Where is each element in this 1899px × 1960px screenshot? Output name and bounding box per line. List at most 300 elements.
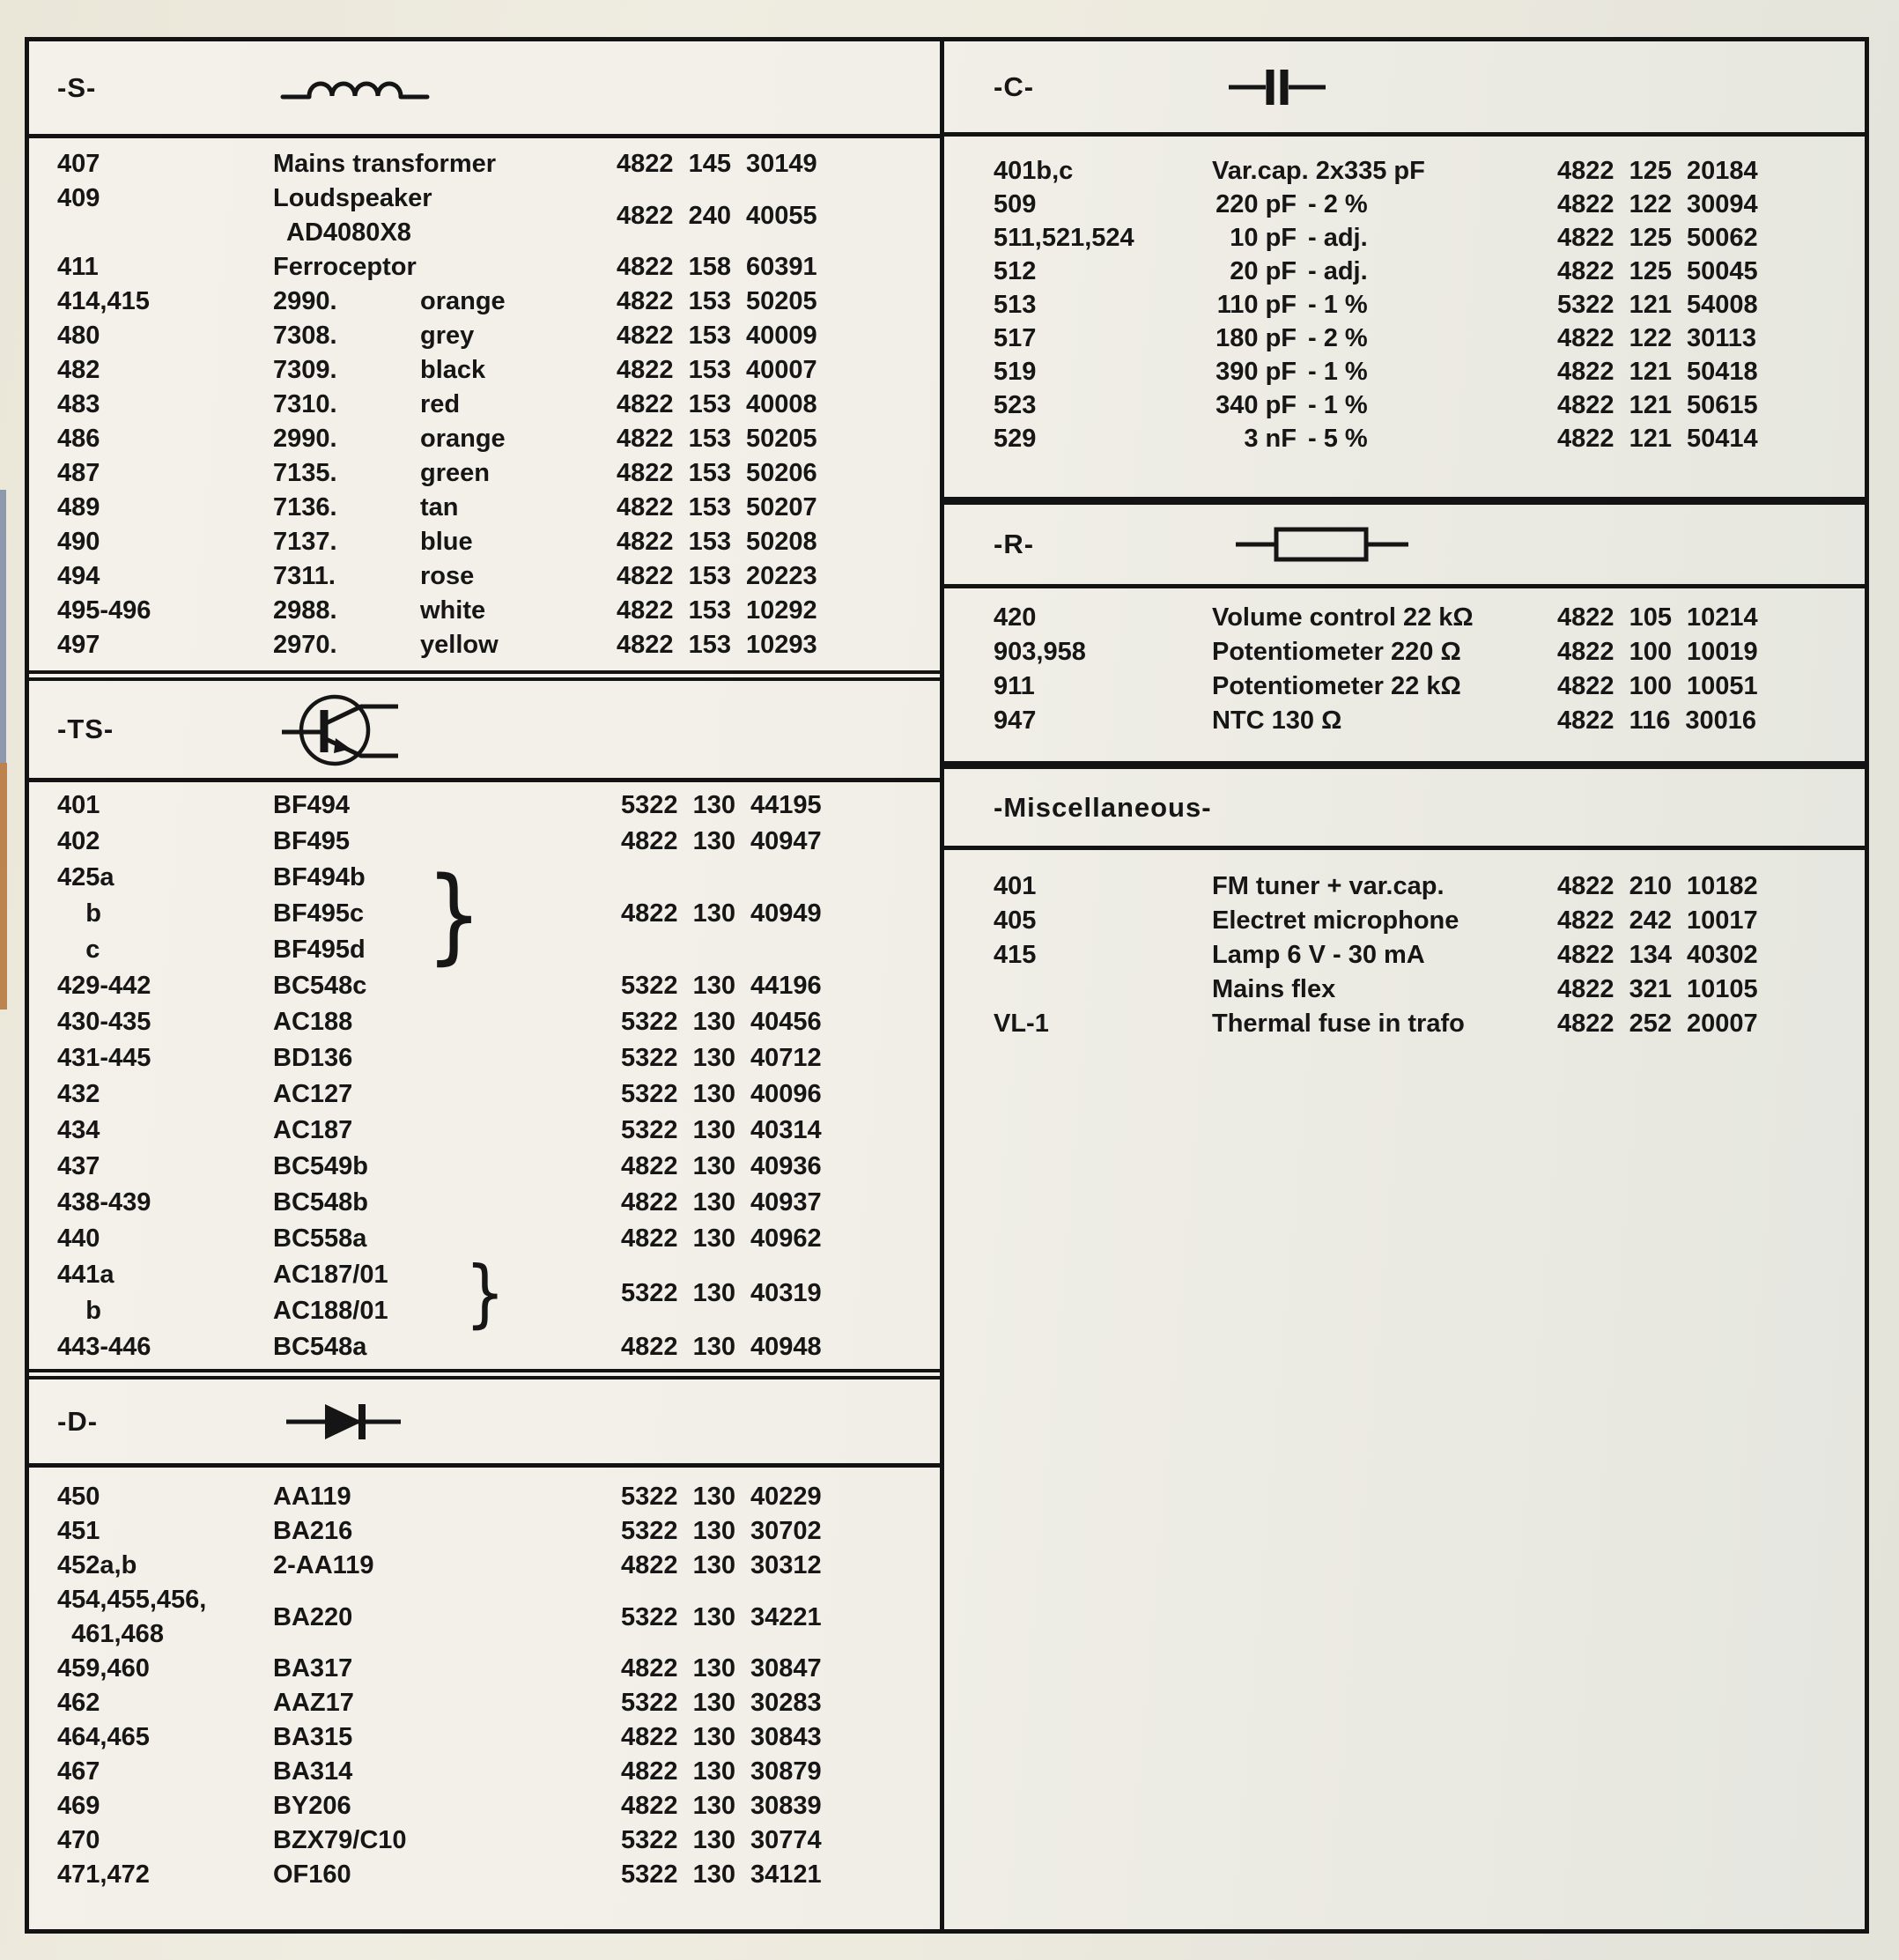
part-description [273, 1185, 621, 1221]
table-row [994, 422, 1865, 455]
cell-line: 4822 130 40947 [621, 827, 822, 855]
table-row [994, 669, 1865, 704]
tolerance: - 1 % [1308, 291, 1368, 319]
part-description [273, 422, 420, 456]
part-number [57, 1149, 273, 1185]
cell-line: 434 [57, 1116, 100, 1144]
part-description [273, 1755, 621, 1789]
service-code [1557, 422, 1865, 455]
service-code [621, 1004, 940, 1040]
cell-line: 512 [994, 257, 1037, 285]
cell-line: 903,958 [994, 638, 1086, 666]
cell-line: 7135. [273, 459, 337, 487]
part-description [273, 1113, 621, 1149]
part-number [994, 355, 1212, 388]
color-name [420, 285, 617, 319]
cell-line: NTC 130 Ω [1212, 706, 1342, 735]
service-code [617, 319, 940, 353]
part-description [273, 491, 420, 525]
cell-line: Loudspeaker [273, 184, 432, 212]
part-number [994, 635, 1212, 669]
cell-line: 486 [57, 425, 100, 453]
cell-line: 415 [994, 941, 1037, 969]
service-code [617, 147, 940, 181]
cell-line: 497 [57, 631, 100, 659]
cell-line: 4822 105 10214 [1557, 603, 1758, 632]
part-description [273, 1823, 621, 1858]
part-description [1212, 154, 1557, 188]
part-description [1212, 322, 1557, 355]
cell-line: 402 [57, 827, 100, 855]
table-row [994, 188, 1865, 221]
part-number [57, 1040, 273, 1076]
cell-line: BA216 [273, 1517, 353, 1545]
cell-line: 4822 153 10293 [617, 631, 817, 659]
color-name [420, 559, 617, 594]
service-code [621, 1823, 940, 1858]
part-number [994, 973, 1212, 1007]
part-description [273, 525, 420, 559]
part-description [273, 853, 621, 975]
table-row [57, 1789, 940, 1823]
cell-line: 443-446 [57, 1333, 151, 1361]
table-row [57, 1755, 940, 1789]
part-description [273, 1720, 621, 1755]
service-code [617, 388, 940, 422]
part-number [57, 422, 273, 456]
service-code [617, 422, 940, 456]
part-description [273, 285, 420, 319]
parts-table [25, 37, 1869, 1934]
cell-line: AC127 [273, 1080, 353, 1108]
part-number [57, 1549, 273, 1583]
color-name [420, 388, 617, 422]
service-code [617, 628, 940, 662]
cell-line: 4822 242 10017 [1557, 906, 1758, 935]
part-description [1212, 869, 1557, 904]
cell-line: 407 [57, 150, 100, 178]
section-miscellaneous-label: -Miscellaneous- [994, 791, 1212, 823]
part-description [273, 1789, 621, 1823]
table-row [57, 628, 940, 662]
cell-line: 4822 153 40009 [617, 322, 817, 350]
tolerance: - 2 % [1308, 324, 1368, 352]
part-number [994, 422, 1212, 455]
table-row [57, 1004, 940, 1040]
cell-line: AC187 [273, 1116, 353, 1144]
table-row [994, 938, 1865, 973]
cell-line: 4822 121 50414 [1557, 425, 1758, 453]
cell-line: BA315 [273, 1723, 353, 1751]
cell-line: AC187/01 [273, 1261, 388, 1289]
table-row [57, 1720, 940, 1755]
part-description [1212, 221, 1557, 255]
service-code [621, 1480, 940, 1514]
table-row [57, 319, 940, 353]
cell-line: 495-496 [57, 596, 151, 625]
service-code [1557, 904, 1865, 938]
cell-line: 429-442 [57, 972, 151, 1000]
cell-line: Mains flex [1212, 975, 1336, 1003]
table-row [57, 1652, 940, 1686]
service-code [621, 1549, 940, 1583]
service-code [621, 1686, 940, 1720]
section-transistors-label: -TS- [57, 714, 115, 744]
cell-line: BF495 [273, 827, 351, 855]
cell-line: BY206 [273, 1792, 351, 1820]
cell-line: 4822 134 40302 [1557, 941, 1758, 969]
cell-line: BF495d [273, 936, 366, 964]
service-code [617, 456, 940, 491]
part-number [57, 353, 273, 388]
cell-line: 409 [57, 184, 100, 212]
part-number [57, 824, 273, 860]
cell-line: 2990. [273, 425, 337, 453]
cell-line: 489 [57, 493, 100, 521]
table-row [57, 1113, 940, 1149]
section-resistors-rows [944, 588, 1865, 761]
part-number [57, 1113, 273, 1149]
cell-line: 4822 321 10105 [1557, 975, 1758, 1003]
table-row [57, 353, 940, 388]
group-brace: } [465, 1250, 506, 1336]
table-row [57, 853, 940, 975]
part-number [57, 1823, 273, 1858]
cell-line: 4822 122 30094 [1557, 190, 1758, 218]
cell-line: 5322 130 40712 [621, 1044, 822, 1072]
cell-line: AC188 [273, 1008, 353, 1036]
service-code [621, 1149, 940, 1185]
cell-line: 431-445 [57, 1044, 151, 1072]
part-description [1212, 938, 1557, 973]
cell-line: 482 [57, 356, 100, 384]
cell-line: 4822 130 40936 [621, 1152, 822, 1180]
group-brace: } [425, 853, 483, 975]
value: 180 pF [1216, 324, 1297, 352]
color-name [420, 628, 617, 662]
cell-line: Lamp 6 V - 30 mA [1212, 941, 1425, 969]
part-description [273, 968, 621, 1004]
cell-line: b [57, 1297, 101, 1325]
service-code [1557, 288, 1865, 322]
part-description [1212, 1007, 1557, 1041]
part-number [57, 1720, 273, 1755]
service-code [621, 1113, 940, 1149]
service-code [621, 1720, 940, 1755]
cell-line: 462 [57, 1689, 100, 1717]
service-code [621, 1755, 940, 1789]
part-number [57, 1480, 273, 1514]
transistor-symbol-icon [280, 689, 401, 770]
inductor-symbol-icon [279, 70, 431, 107]
color-name [420, 525, 617, 559]
cell-line: 414,415 [57, 287, 150, 315]
service-code [1557, 973, 1865, 1007]
part-description [273, 559, 420, 594]
table-row [57, 824, 940, 860]
cell-line: 4822 153 50207 [617, 493, 817, 521]
table-row [57, 181, 940, 250]
service-code [621, 1789, 940, 1823]
cell-line: AC188/01 [273, 1297, 388, 1325]
cell-line: 454,455,456, [57, 1586, 207, 1614]
cell-line: 440 [57, 1224, 100, 1253]
cell-line: 494 [57, 562, 100, 590]
table-row [994, 288, 1865, 322]
table-row [57, 1514, 940, 1549]
cell-line: 4822 153 40007 [617, 356, 817, 384]
cell-line: 5322 130 34221 [621, 1602, 822, 1631]
cell-line: 4822 121 50615 [1557, 391, 1758, 419]
cell-line: BC548a [273, 1333, 367, 1361]
cell-line: 529 [994, 425, 1037, 453]
part-number [57, 491, 273, 525]
service-code [617, 559, 940, 594]
part-description [1212, 669, 1557, 704]
cell-line: BA220 [273, 1602, 353, 1631]
service-code [621, 1858, 940, 1892]
cell-line: 401b,c [994, 157, 1074, 185]
cell-line: 4822 153 50208 [617, 528, 817, 556]
part-number [994, 1007, 1212, 1041]
part-description [1212, 635, 1557, 669]
section-miscellaneous-rows [944, 850, 1865, 1929]
value: 10 pF [1230, 224, 1297, 252]
cell-line: BZX79/C10 [273, 1826, 407, 1854]
table-row [57, 285, 940, 319]
tolerance: - adj. [1308, 257, 1368, 285]
table-row [57, 1250, 940, 1336]
part-number [994, 601, 1212, 635]
value: 20 pF [1230, 257, 1297, 285]
cell-line: 7309. [273, 356, 337, 384]
value: 390 pF [1216, 358, 1297, 386]
cell-line: 5322 130 40229 [621, 1483, 822, 1511]
cell-line: Electret microphone [1212, 906, 1459, 935]
section-transistors-rows [29, 782, 940, 1369]
section-capacitors-header [944, 41, 1865, 137]
part-number [994, 669, 1212, 704]
part-description [273, 456, 420, 491]
part-description [1212, 288, 1557, 322]
table-row [994, 601, 1865, 635]
part-description [273, 181, 617, 250]
cell-line: 470 [57, 1826, 100, 1854]
left-column [29, 41, 944, 1929]
part-number [994, 322, 1212, 355]
cell-line: Var.cap. 2x335 pF [1212, 157, 1425, 185]
cell-line: 425a [57, 863, 115, 891]
cell-line: BF494b [273, 863, 366, 891]
table-row [57, 1149, 940, 1185]
part-number [57, 1755, 273, 1789]
cell-line: 511,521,524 [994, 224, 1134, 252]
part-description [273, 1149, 621, 1185]
service-code [1557, 355, 1865, 388]
cell-line: 7137. [273, 528, 337, 556]
part-number [57, 1858, 273, 1892]
part-description [273, 1221, 621, 1257]
service-code [621, 1652, 940, 1686]
table-row [57, 968, 940, 1004]
part-description [1212, 188, 1557, 221]
cell-line: 4822 100 10019 [1557, 638, 1758, 666]
part-number [994, 221, 1212, 255]
part-number [57, 1686, 273, 1720]
part-number [994, 188, 1212, 221]
cell-line: 7310. [273, 390, 337, 418]
part-number [57, 525, 273, 559]
section-transistors [29, 681, 940, 1379]
section-capacitors [944, 41, 1865, 505]
cell-line: 471,472 [57, 1860, 150, 1889]
section-miscellaneous [944, 769, 1865, 1929]
table-row [57, 147, 940, 181]
cell-line: OF160 [273, 1860, 351, 1889]
cell-line: 5322 130 44195 [621, 791, 822, 819]
cell-line: 4822 252 20007 [1557, 1010, 1758, 1038]
part-number [57, 1221, 273, 1257]
section-capacitors-label: -C- [994, 70, 1035, 102]
cell-line: 5322 130 30702 [621, 1517, 822, 1545]
cell-line: 452a,b [57, 1551, 137, 1579]
cell-line: 4822 130 40962 [621, 1224, 822, 1253]
part-description [273, 147, 497, 181]
service-code [621, 860, 940, 968]
value: 110 pF [1216, 291, 1297, 319]
cell-line: BF495c [273, 899, 365, 928]
section-coils-rows [29, 138, 940, 670]
cell-line: 401 [994, 872, 1037, 900]
service-code [621, 968, 940, 1004]
part-number [994, 255, 1212, 288]
cell-line: 438-439 [57, 1188, 151, 1217]
cell-line: 5322 121 54008 [1557, 291, 1758, 319]
part-number [57, 788, 273, 824]
service-code [617, 285, 940, 319]
cell-line: 4822 125 50062 [1557, 224, 1758, 252]
cell-line: 5322 130 44196 [621, 972, 822, 1000]
cell-line: 947 [994, 706, 1037, 735]
section-resistors-label: -R- [994, 529, 1035, 559]
cell-line: 5322 130 40319 [621, 1278, 822, 1307]
cell-line: 487 [57, 459, 100, 487]
table-row [57, 1858, 940, 1892]
cell-line: 451 [57, 1517, 100, 1545]
right-column [944, 41, 1865, 1929]
cell-line: 7136. [273, 493, 337, 521]
cell-line: BD136 [273, 1044, 353, 1072]
cell-line: tan [420, 493, 459, 521]
service-code [1557, 601, 1865, 635]
cell-line: FM tuner + var.cap. [1212, 872, 1445, 900]
cell-line: 5322 130 34121 [621, 1860, 822, 1889]
part-number [57, 1004, 273, 1040]
part-description [1212, 355, 1557, 388]
section-coils-label: -S- [57, 71, 97, 103]
table-row [57, 1823, 940, 1858]
section-capacitors-rows [944, 137, 1865, 497]
table-row [57, 594, 940, 628]
cell-line: 405 [994, 906, 1037, 935]
tolerance: - 1 % [1308, 391, 1368, 419]
part-number [57, 968, 273, 1004]
part-number [994, 869, 1212, 904]
section-diodes [29, 1379, 940, 1929]
part-number [994, 704, 1212, 738]
cell-line: 459,460 [57, 1654, 150, 1683]
part-number [57, 319, 273, 353]
cell-line: BC549b [273, 1152, 368, 1180]
part-description [273, 1652, 621, 1686]
part-number [57, 594, 273, 628]
cell-line: BC548b [273, 1188, 368, 1217]
part-description [273, 1480, 621, 1514]
cell-line: Thermal fuse in trafo [1212, 1010, 1465, 1038]
part-description [273, 353, 420, 388]
cell-line: 5322 130 30283 [621, 1689, 822, 1717]
service-code [1557, 388, 1865, 422]
cell-line: 4822 153 10292 [617, 596, 817, 625]
part-number [57, 628, 273, 662]
cell-line: BA314 [273, 1757, 353, 1786]
cell-line: 4822 130 30843 [621, 1723, 822, 1751]
service-code [617, 250, 940, 285]
table-row [57, 1686, 940, 1720]
part-number [57, 1329, 273, 1365]
table-row [994, 869, 1865, 904]
service-code [1557, 255, 1865, 288]
color-name [420, 319, 617, 353]
color-name [420, 422, 617, 456]
cell-line: 4822 125 50045 [1557, 257, 1758, 285]
cell-line: orange [420, 425, 506, 453]
service-code [617, 594, 940, 628]
section-coils-header [29, 41, 940, 138]
resistor-symbol-icon [1236, 522, 1412, 566]
cell-line: 509 [994, 190, 1037, 218]
cell-line: 4822 116 30016 [1557, 706, 1757, 735]
cell-line: 4822 125 20184 [1557, 157, 1758, 185]
table-row [57, 388, 940, 422]
cell-line: AAZ17 [273, 1689, 354, 1717]
cell-line: 2990. [273, 287, 337, 315]
part-description [273, 319, 420, 353]
cell-line: rose [420, 562, 475, 590]
section-diodes-rows [29, 1468, 940, 1929]
part-description [273, 1858, 621, 1892]
part-number [57, 1652, 273, 1686]
cell-line: 4822 153 50205 [617, 287, 817, 315]
part-description [1212, 388, 1557, 422]
part-description [1212, 704, 1557, 738]
cell-line: VL-1 [994, 1010, 1049, 1038]
cell-line: 420 [994, 603, 1037, 632]
color-name [420, 456, 617, 491]
part-description [1212, 973, 1557, 1007]
cell-line: Volume control 22 kΩ [1212, 603, 1474, 632]
cell-line: 469 [57, 1792, 100, 1820]
tolerance: - adj. [1308, 224, 1368, 252]
cell-line: 4822 100 10051 [1557, 672, 1758, 700]
table-row [57, 250, 940, 285]
part-number [57, 1076, 273, 1113]
cell-line: 5322 130 40096 [621, 1080, 822, 1108]
cell-line: white [420, 596, 486, 625]
part-number [57, 860, 273, 968]
cell-line: c [57, 936, 100, 964]
table-row [57, 1040, 940, 1076]
